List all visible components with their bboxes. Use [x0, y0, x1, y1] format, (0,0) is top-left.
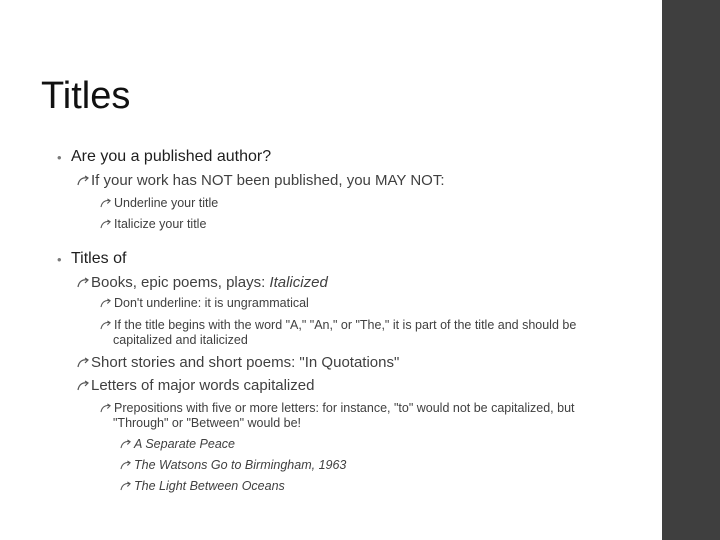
italic-label: Italicized	[269, 274, 328, 291]
curved-arrow-icon	[100, 295, 114, 311]
list-item-article-rule-cont: capitalized and italicized	[113, 333, 248, 347]
list-item-label: If your work has NOT been published, you MAY NOT:	[91, 172, 445, 189]
curved-arrow-icon	[77, 353, 91, 372]
list-item-not-published	[77, 171, 445, 190]
list-item-short-stories	[77, 353, 399, 372]
curved-arrow-icon	[120, 457, 134, 473]
list-item-books	[77, 273, 328, 292]
example-title-3	[120, 478, 285, 494]
list-item-label: A Separate Peace	[134, 437, 235, 451]
curved-arrow-icon	[120, 478, 134, 494]
example-title-1	[120, 436, 235, 452]
section-heading-titles-of: Titles of	[71, 250, 127, 267]
section-heading-published: Are you a published author?	[71, 148, 272, 165]
list-item-label: Don't underline: it is ungrammatical	[114, 296, 309, 310]
list-item-prepositions	[100, 400, 575, 416]
list-item-label: Underline your title	[114, 196, 219, 210]
list-item-underline	[100, 195, 218, 211]
list-item-prepositions-cont: "Through" or "Between" would be!	[113, 416, 301, 430]
curved-arrow-icon	[77, 376, 91, 395]
list-item-dont-underline	[100, 295, 309, 311]
curved-arrow-icon	[120, 436, 134, 452]
list-item-label: Italicize your title	[114, 217, 207, 231]
list-item-label: If the title begins with the word "A," "An," or "The," it is part of the title and should be	[114, 318, 577, 332]
list-item-label: Prepositions with five or more letters: for instance, "to" would not be capitalized, but	[114, 401, 575, 415]
list-item-label: Books, epic poems, plays:	[91, 274, 270, 291]
list-item-letters	[77, 376, 314, 395]
bullet-dot-icon: •	[57, 150, 62, 165]
curved-arrow-icon	[100, 317, 114, 333]
right-sidebar-bar	[662, 0, 720, 540]
bullet-dot-icon: •	[57, 252, 62, 267]
list-item-label: The Watsons Go to Birmingham, 1963	[134, 458, 347, 472]
curved-arrow-icon	[77, 171, 91, 190]
list-item-article-rule	[100, 317, 576, 333]
slide-title: Titles	[41, 75, 131, 117]
list-item-label: Letters of major words capitalized	[91, 377, 315, 394]
example-title-2	[120, 457, 346, 473]
curved-arrow-icon	[100, 216, 114, 232]
list-item-italicize	[100, 216, 206, 232]
curved-arrow-icon	[77, 273, 91, 292]
curved-arrow-icon	[100, 195, 114, 211]
list-item-label: Short stories and short poems: "In Quotations"	[91, 354, 400, 371]
curved-arrow-icon	[100, 400, 114, 416]
list-item-label: The Light Between Oceans	[134, 479, 285, 493]
